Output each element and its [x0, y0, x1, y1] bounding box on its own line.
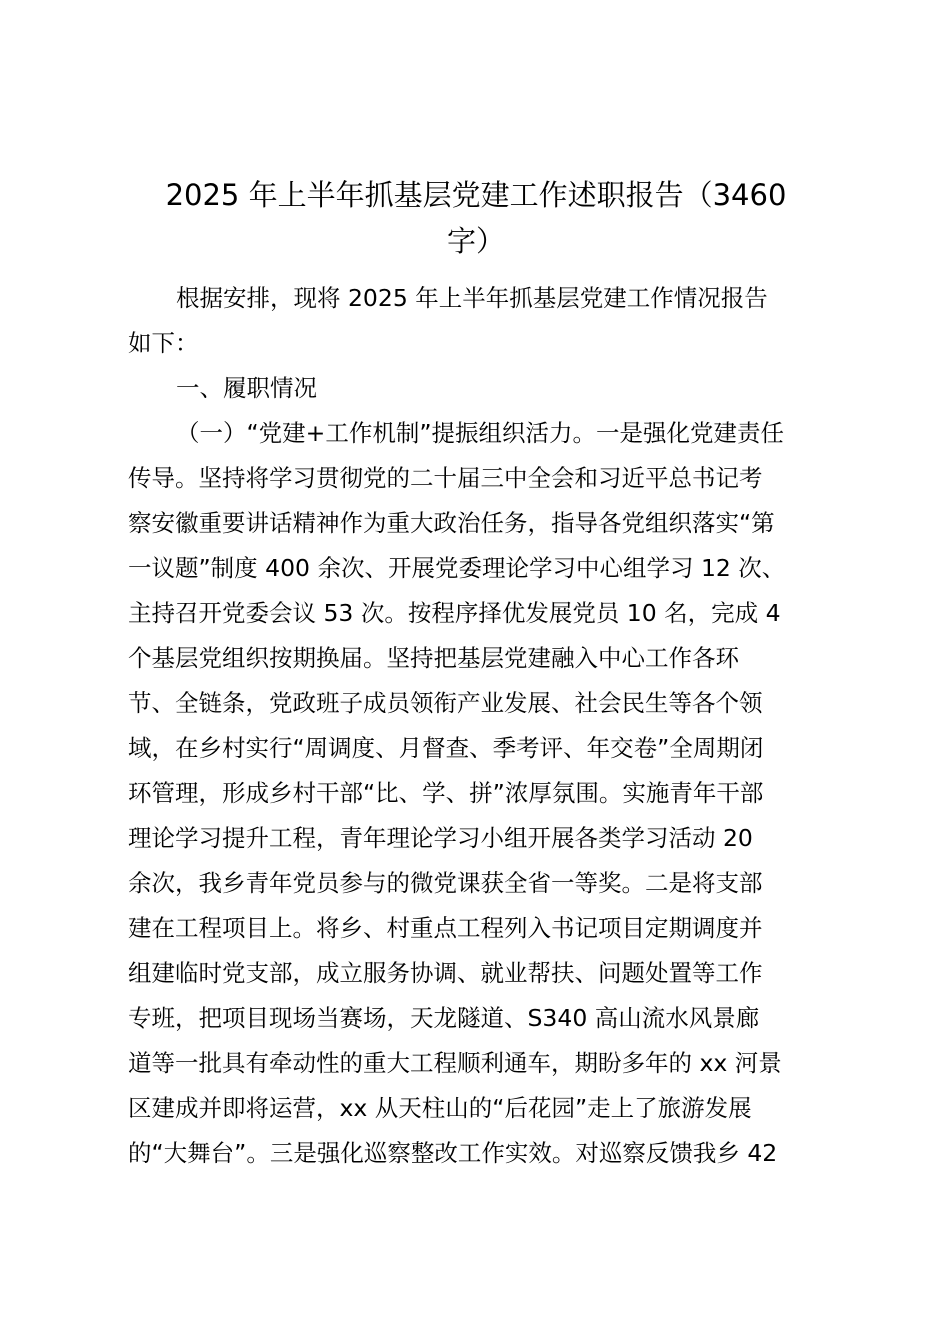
paragraph-line: 传导。坚持将学习贯彻党的二十届三中全会和习近平总书记考 [128, 464, 763, 492]
paragraph-line: 节、全链条，党政班子成员领衔产业发展、社会民生等各个领 [128, 689, 763, 717]
intro-line-2: 如下： [128, 329, 199, 357]
paragraph-line: 区建成并即将运营，xx 从天柱山的“后花园”走上了旅游发展 [128, 1094, 752, 1122]
paragraph-line: 理论学习提升工程，青年理论学习小组开展各类学习活动 20 [128, 824, 753, 852]
paragraph-line: 主持召开党委会议 53 次。按程序择优发展党员 10 名，完成 4 [128, 599, 781, 627]
paragraph-line: 专班，把项目现场当赛场，天龙隧道、S340 高山流水风景廊 [128, 1004, 760, 1032]
paragraph-line: 环管理，形成乡村干部“比、学、拼”浓厚氛围。实施青年干部 [128, 779, 764, 807]
title-line-1: 2025 年上半年抓基层党建工作述职报告（3460 [165, 178, 787, 212]
paragraph-line: 余次，我乡青年党员参与的微党课获全省一等奖。二是将支部 [128, 869, 763, 897]
paragraph-line: 一议题”制度 400 余次、开展党委理论学习中心组学习 12 次、 [128, 554, 786, 582]
paragraph-line: 道等一批具有牵动性的重大工程顺利通车，期盼多年的 xx 河景 [128, 1049, 782, 1077]
paragraph-line: 的“大舞台”。三是强化巡察整改工作实效。对巡察反馈我乡 42 [128, 1139, 778, 1167]
paragraph-line: 建在工程项目上。将乡、村重点工程列入书记项目定期调度并 [128, 914, 763, 942]
paragraph-line: 组建临时党支部，成立服务协调、就业帮扶、问题处置等工作 [128, 959, 763, 987]
intro-line-1: 根据安排，现将 2025 年上半年抓基层党建工作情况报告 [176, 284, 768, 312]
document-body [128, 276, 828, 1176]
paragraph-line: （一）“党建+工作机制”提振组织活力。一是强化党建责任 [176, 419, 785, 447]
document-title [120, 172, 832, 264]
section-heading: 一、履职情况 [176, 374, 317, 402]
paragraph-line: 域，在乡村实行“周调度、月督查、季考评、年交卷”全周期闭 [128, 734, 764, 762]
paragraph-line: 个基层党组织按期换届。坚持把基层党建融入中心工作各环 [128, 644, 739, 672]
title-line-2: 字） [446, 224, 505, 258]
paragraph-line: 察安徽重要讲话精神作为重大政治任务，指导各党组织落实“第 [128, 509, 775, 537]
